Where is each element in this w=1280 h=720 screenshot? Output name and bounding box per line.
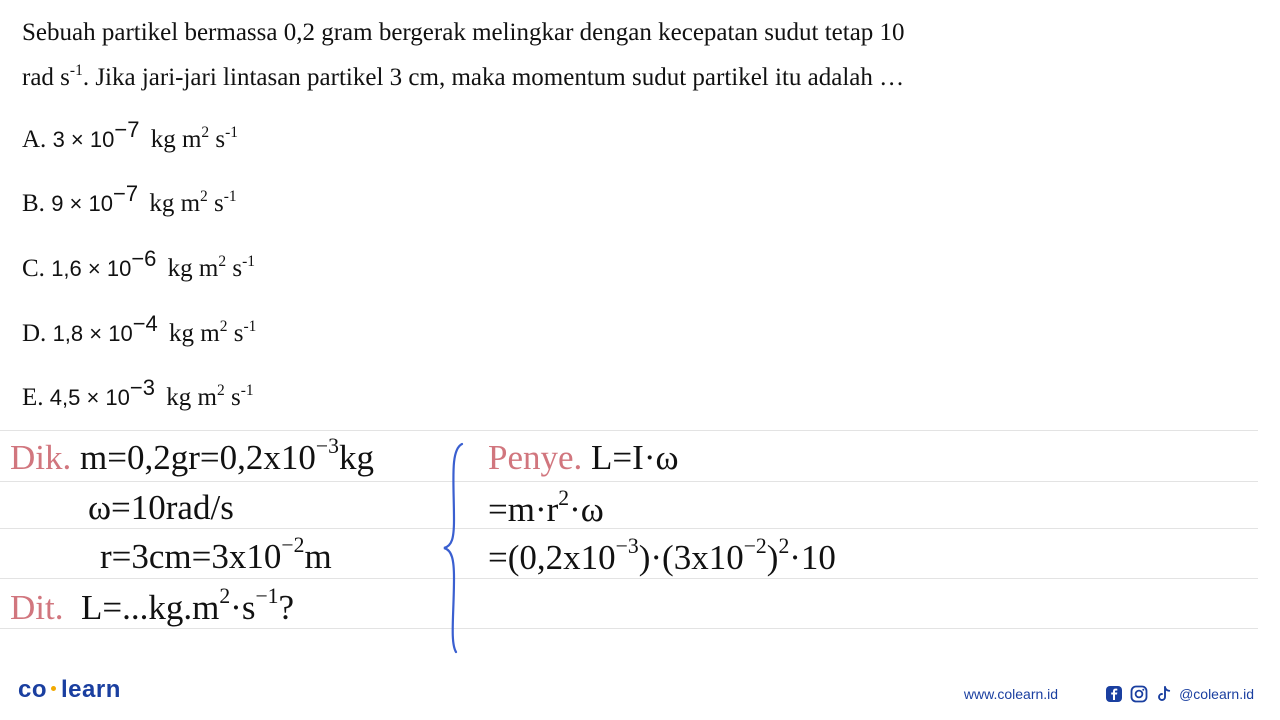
dik-label: Dik. — [10, 438, 72, 477]
substitution-exponent-2: −2 — [743, 534, 767, 559]
radius-unit: m — [304, 537, 332, 576]
question-line-2 — [22, 55, 1262, 100]
option-exponent: −7 — [112, 180, 139, 206]
dit-label: Dit. — [10, 588, 64, 627]
logo-co: co — [18, 676, 48, 703]
unit-s: s — [215, 126, 226, 153]
asked-mid: ·s — [230, 588, 256, 627]
unit-s-exponent: -1 — [242, 252, 256, 270]
unit-s-exponent: -1 — [225, 123, 239, 141]
unit-s-exponent: -1 — [223, 187, 237, 205]
radius-exponent: −2 — [281, 533, 305, 558]
option-coefficient: 1,6 × 10 — [51, 256, 132, 281]
website-link[interactable]: www.colearn.id — [963, 685, 1059, 702]
unit-s: s — [214, 190, 224, 217]
asked-pre: L=...kg.m — [80, 588, 220, 627]
formula-mr2-pre: =m·r — [488, 490, 559, 529]
option-coefficient: 1,8 × 10 — [52, 321, 133, 346]
notebook-rule — [0, 528, 1258, 529]
social-handle[interactable]: @colearn.id — [1179, 685, 1254, 702]
logo-learn: learn — [61, 676, 121, 703]
asked-post: ? — [278, 588, 295, 627]
unit-m-exponent: 2 — [219, 317, 228, 335]
option-exponent: −7 — [114, 116, 140, 142]
substitution-part-4: ·10 — [789, 538, 836, 577]
colearn-logo[interactable] — [18, 676, 121, 704]
unit-m-exponent: 2 — [218, 252, 227, 270]
option-exponent: −6 — [131, 245, 157, 271]
known-r-line — [100, 533, 332, 577]
option-letter: C. — [22, 255, 45, 282]
formula-mr2-exponent: 2 — [558, 486, 570, 511]
asked-exponent-1: 2 — [219, 584, 231, 609]
known-m-line — [10, 434, 374, 478]
known-omega-line: ω=10rad/s — [88, 488, 234, 527]
unit-m-exponent: 2 — [201, 123, 210, 141]
unit-s-exponent: -1 — [243, 317, 257, 335]
curly-brace — [440, 442, 470, 654]
unit-s-exponent: -1 — [240, 381, 254, 399]
solution-line-2 — [488, 486, 604, 530]
option-unit — [167, 252, 256, 282]
option-coefficient: 3 × 10 — [52, 127, 115, 152]
substitution-part-1: =(0,2x10 — [488, 538, 616, 577]
formula-mr2-post: ·ω — [569, 490, 604, 529]
penye-label: Penye. — [488, 438, 583, 477]
option-unit — [166, 381, 254, 411]
radius-pre: r=3cm=3x10 — [100, 537, 282, 576]
option-unit — [150, 123, 239, 153]
unit-m-exponent: 2 — [200, 187, 208, 205]
instagram-icon[interactable] — [1129, 684, 1148, 703]
option-unit — [149, 187, 237, 217]
option-unit — [169, 317, 257, 347]
solution-line-3 — [488, 534, 836, 578]
option-e[interactable] — [22, 374, 254, 418]
asked-line — [10, 584, 295, 628]
logo-dot — [51, 686, 56, 691]
option-letter: E. — [22, 384, 44, 411]
unit-m-exponent: 2 — [216, 381, 225, 399]
option-letter: A. — [22, 126, 47, 153]
substitution-exponent-1: −3 — [615, 534, 639, 559]
unit-base: kg m — [166, 384, 217, 411]
notebook-rule — [0, 430, 1258, 431]
option-a[interactable] — [22, 116, 239, 160]
notebook-rule — [0, 578, 1258, 579]
substitution-part-3: ) — [766, 538, 779, 577]
unit-s: s — [230, 384, 241, 411]
mass-unit: kg — [338, 438, 374, 477]
unit-base: kg m — [169, 320, 220, 347]
notebook-rule — [0, 628, 1258, 629]
mass-exponent: −3 — [315, 434, 339, 459]
mass-pre: m=0,2gr=0,2x10 — [80, 438, 316, 477]
notebook-rule — [0, 481, 1258, 482]
option-c[interactable] — [22, 245, 256, 289]
option-coefficient: 9 × 10 — [51, 191, 113, 216]
unit-base: kg m — [149, 190, 201, 217]
option-letter: D. — [22, 320, 47, 347]
unit-s: s — [233, 320, 244, 347]
unit-base: kg m — [167, 255, 219, 282]
substitution-exponent-3: 2 — [778, 534, 790, 559]
question-line-1: Sebuah partikel bermassa 0,2 gram bergerak melingkar dengan kecepatan sudut tetap 10 — [22, 19, 905, 46]
option-exponent: −3 — [129, 374, 156, 400]
footer-links — [964, 684, 1254, 703]
asked-exponent-2: −1 — [255, 584, 279, 609]
option-d[interactable] — [22, 310, 257, 354]
option-coefficient: 4,5 × 10 — [49, 385, 130, 410]
facebook-icon[interactable] — [1104, 684, 1123, 703]
solution-line-1 — [488, 438, 679, 478]
option-exponent: −4 — [132, 310, 158, 336]
question-line-2-end: . Jika jari-jari lintasan partikel 3 cm, maka momentum sudut partikel itu adalah … — [82, 64, 905, 91]
option-letter: B. — [22, 190, 45, 217]
substitution-part-2: )·(3x10 — [638, 538, 744, 577]
formula-L: L=I·ω — [591, 438, 679, 477]
question-line-2-exponent: -1 — [69, 61, 83, 79]
tiktok-icon[interactable] — [1154, 684, 1173, 703]
unit-s: s — [232, 255, 243, 282]
option-b[interactable] — [22, 180, 237, 224]
question-text — [22, 10, 1262, 100]
unit-base: kg m — [150, 126, 202, 153]
question-line-2-start: rad s — [22, 64, 70, 91]
